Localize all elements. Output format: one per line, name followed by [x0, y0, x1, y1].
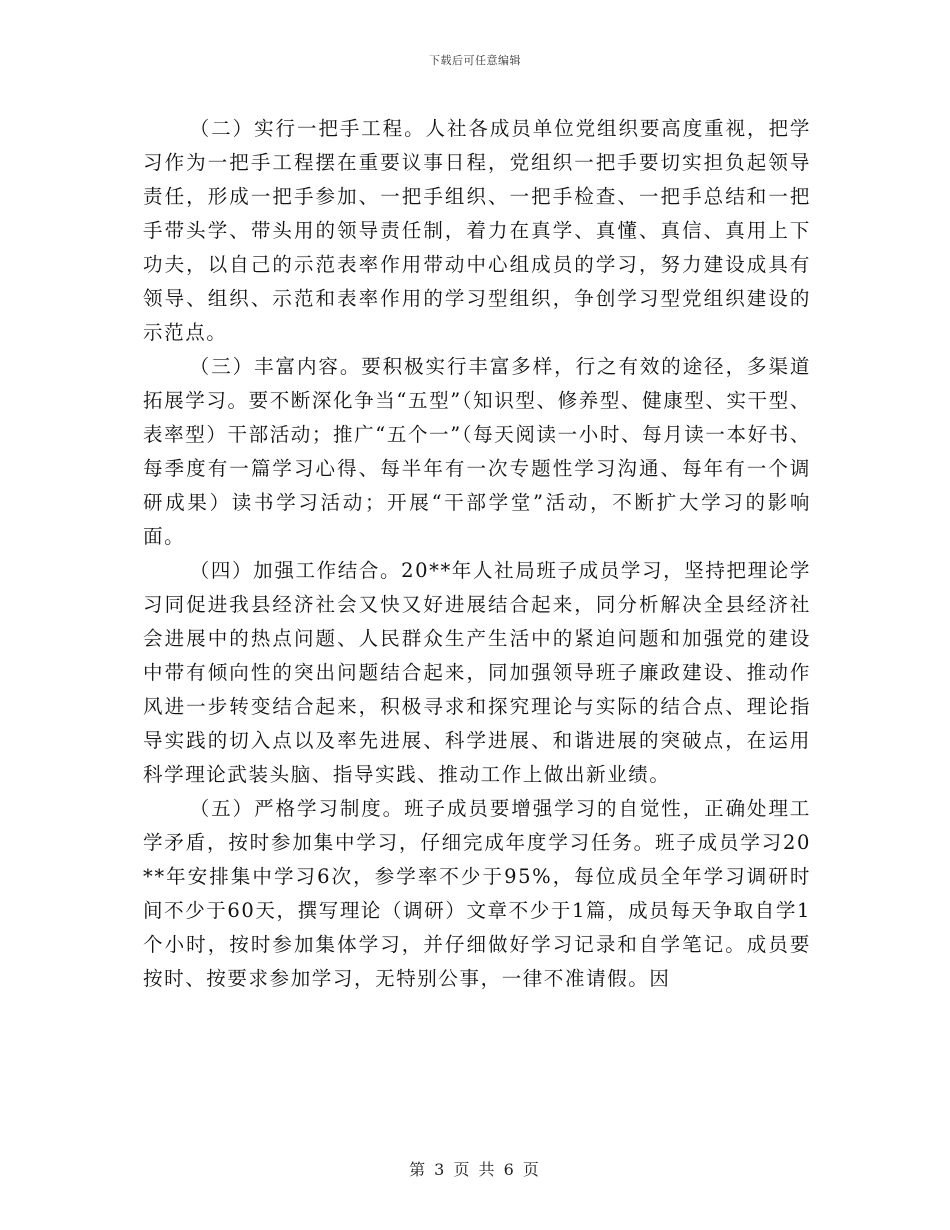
- paragraph-3: （三）丰富内容。要积极实行丰富多样，行之有效的途径，多渠道拓展学习。要不断深化争当“五型”（知识型、修养型、健康型、实干型、表率型）干部活动；推广“五个一”（每天阅读一小时、每月读一本好书、每季度有一篇学习心得、每半年有一次专题性学习沟通、每年有一个调研成果）读书学习活动；开展“干部学堂”活动，不断扩大学习的影响面。: [143, 355, 811, 548]
- document-body: [143, 112, 811, 996]
- paragraph-4: （四）加强工作结合。20**年人社局班子成员学习，坚持把理论学习同促进我县经济社会又快又好进展结合起来，同分析解决全县经济社会进展中的热点问题、人民群众生产生活中的紧迫问题和加强党的建设中带有倾向性的突出问题结合起来，同加强领导班子廉政建设、推动作风进一步转变结合起来，积极寻求和探究理论与实际的结合点、理论指导实践的切入点以及率先进展、科学进展、和谐进展的突破点，在运用科学理论武装头脑、指导实践、推动工作上做出新业绩。: [143, 559, 811, 786]
- paragraph-5: （五）严格学习制度。班子成员要增强学习的自觉性，正确处理工学矛盾，按时参加集中学习，仔细完成年度学习任务。班子成员学习20**年安排集中学习6次，参学率不少于95%，每位成员全年学习调研时间不少于60天，撰写理论（调研）文章不少于1篇，成员每天争取自学1个小时，按时参加集体学习，并仔细做好学习记录和自学笔记。成员要按时、按要求参加学习，无特别公事，一律不准请假。因: [143, 797, 811, 990]
- paragraph-2: （二）实行一把手工程。人社各成员单位党组织要高度重视，把学习作为一把手工程摆在重要议事日程，党组织一把手要切实担负起领导责任，形成一把手参加、一把手组织、一把手检查、一把手总结和一把手带头学、带头用的领导责任制，着力在真学、真懂、真信、真用上下功夫，以自己的示范表率作用带动中心组成员的学习，努力建设成具有领导、组织、示范和表率作用的学习型组织，争创学习型党组织建设的示范点。: [143, 117, 811, 344]
- page-number: 第 3 页 共 6 页: [409, 1160, 541, 1179]
- page-header-note: 下载后可任意编辑: [429, 54, 521, 67]
